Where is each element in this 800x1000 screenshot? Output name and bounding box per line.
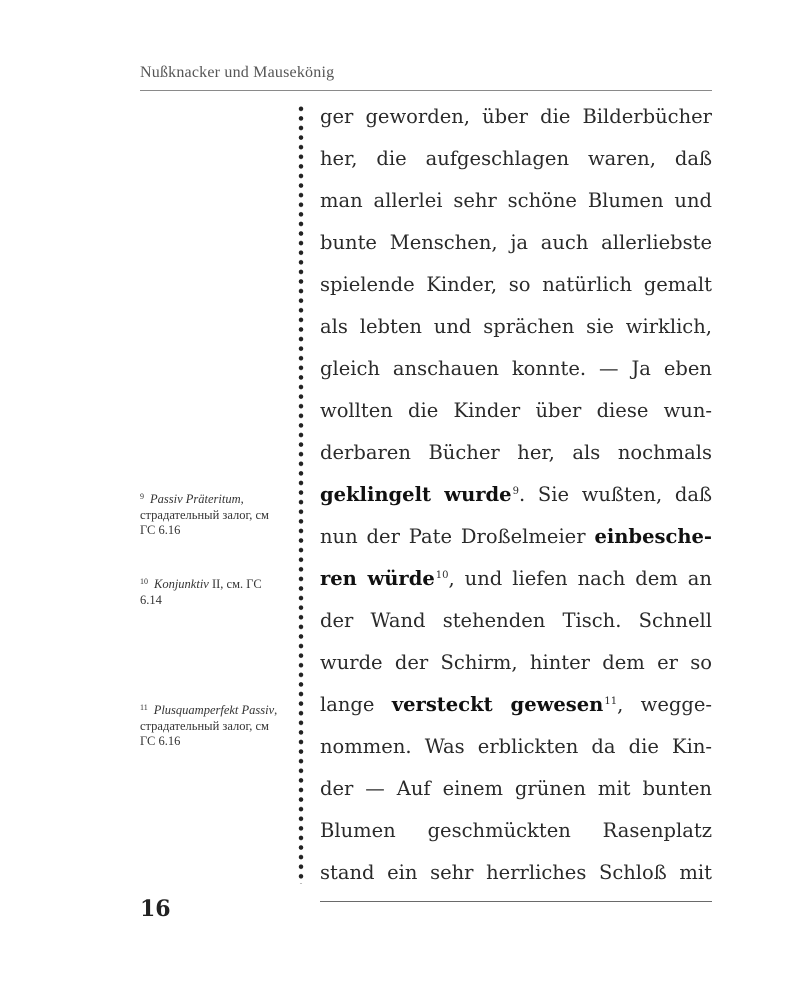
text-line	[320, 558, 712, 600]
text-segment: , und liefen nach dem an	[448, 567, 712, 590]
text-line: spielende Kinder, so natürlich gemalt	[320, 273, 712, 296]
footnote-ref: 9	[512, 486, 519, 497]
footnote-term: Plusquamperfekt Passiv	[153, 703, 275, 717]
footnote-term: Konjunktiv	[154, 577, 209, 591]
bold-term: ren würde	[320, 567, 435, 590]
text-line: ger geworden, über die Bilderbücher	[320, 105, 712, 128]
text-line: als lebten und sprächen sie wirklich,	[320, 315, 712, 338]
footnote-text: II, см. ГС 6.14	[140, 577, 262, 607]
text-line: her, die aufgeschlagen waren, daß	[320, 147, 712, 170]
text-line: nommen. Was erblickten da die Kin-	[320, 735, 712, 758]
bold-term: geklingelt wurde	[320, 483, 512, 506]
footnote-number: 9	[140, 492, 144, 501]
footnote-ref: 10	[435, 570, 449, 581]
main-text	[320, 96, 712, 894]
text-line: bunte Menschen, ja auch allerliebste	[320, 231, 712, 254]
text-segment: . Sie wußten, daß	[518, 483, 712, 506]
text-line: wollten die Kinder über diese wun-	[320, 399, 712, 422]
text-line: der — Auf einem grünen mit bunten	[320, 777, 712, 800]
bottom-rule	[320, 901, 712, 902]
text-segment: nun der Pate Droßelmeier	[320, 525, 595, 548]
text-segment: , wegge-	[617, 693, 712, 716]
text-line: Blumen geschmückten Rasenplatz	[320, 819, 712, 842]
footnote-text: , страдательный залог, см ГС 6.16	[140, 703, 278, 748]
footnote-11	[140, 700, 280, 750]
footnote-text: , страдательный залог, см ГС 6.16	[140, 492, 269, 537]
text-line	[320, 474, 712, 516]
footnote-term: Passiv Präteritum	[150, 492, 241, 506]
footnote-number: 10	[140, 577, 148, 586]
page-number: 16	[140, 896, 171, 922]
text-line	[320, 516, 712, 558]
bold-term: versteckt gewesen	[391, 693, 604, 716]
text-line	[320, 684, 712, 726]
bold-term: einbesche-	[594, 525, 712, 548]
text-line: stand ein sehr herrliches Schloß mit	[320, 861, 712, 884]
footnote-10	[140, 574, 280, 608]
dotted-margin-rule	[297, 104, 305, 884]
text-segment: lange	[320, 693, 392, 716]
footnote-number: 11	[140, 703, 148, 712]
running-title: Nußknacker und Mausekönig	[140, 64, 335, 81]
text-line: gleich anschauen konnte. — Ja eben	[320, 357, 712, 380]
text-line: der Wand stehenden Tisch. Schnell	[320, 609, 712, 632]
running-head	[140, 64, 712, 91]
text-line: wurde der Schirm, hinter dem er so	[320, 651, 712, 674]
text-line: man allerlei sehr schöne Blumen und	[320, 189, 712, 212]
text-line: derbaren Bücher her, als nochmals	[320, 441, 712, 464]
footnote-ref: 11	[604, 696, 618, 707]
footnote-9	[140, 489, 280, 539]
